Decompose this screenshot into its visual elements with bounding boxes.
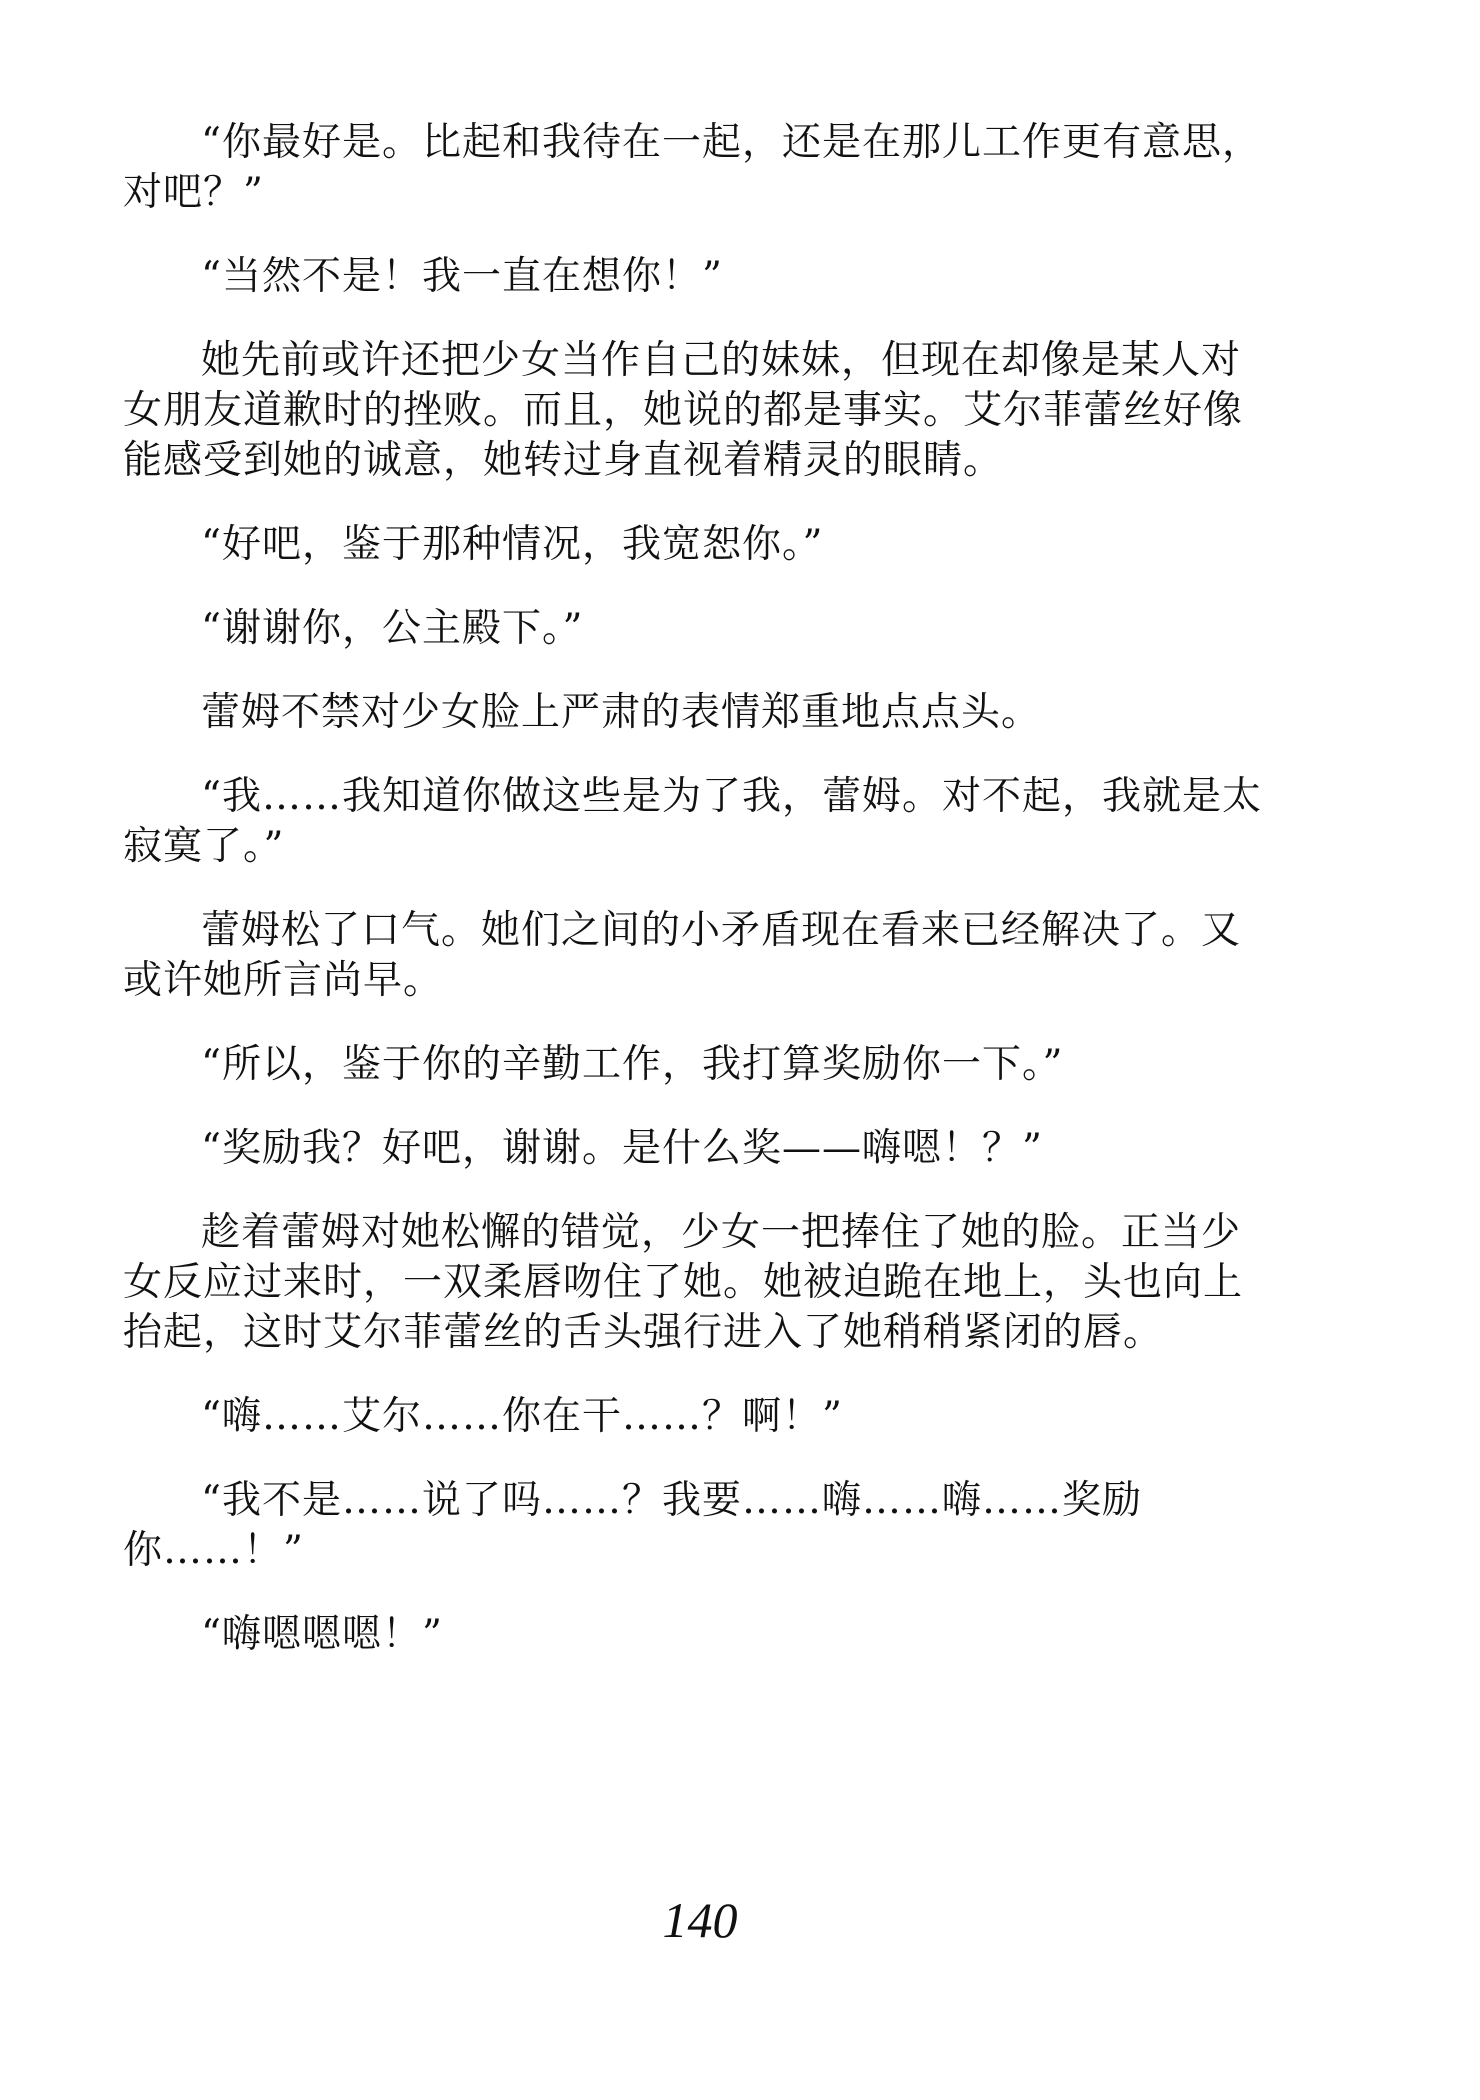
paragraph: 趁着蕾姆对她松懈的错觉，少女一把捧住了她的脸。正当少女反应过来时，一双柔唇吻住了她。她被迫跪在地上，头也向上抬起，这时艾尔菲蕾丝的舌头强行进入了她稍稍紧闭的唇。 <box>123 1210 1244 1355</box>
paragraph: 蕾姆松了口气。她们之间的小矛盾现在看来已经解决了。又或许她所言尚早。 <box>123 908 1242 1003</box>
paragraph: “嗨……艾尔……你在干……？啊！” <box>201 1394 843 1439</box>
paragraph: “我不是……说了吗……？我要……嗨……嗨……奖励你……！” <box>123 1478 1142 1573</box>
page-number: 140 <box>662 1892 738 1948</box>
paragraph: 她先前或许还把少女当作自己的妹妹，但现在却像是某人对女朋友道歉时的挫败。而且，她说的都是事实。艾尔菲蕾丝好像能感受到她的诚意，她转过身直视着精灵的眼睛。 <box>123 338 1244 483</box>
paragraph: “好吧，鉴于那种情况，我宽恕你。” <box>201 522 824 567</box>
paragraph: “谢谢你，公主殿下。” <box>201 606 584 651</box>
paragraph: “当然不是！我一直在想你！” <box>201 254 723 299</box>
paragraph: “我……我知道你做这些是为了我，蕾姆。对不起，我就是太寂寞了。” <box>123 774 1262 869</box>
paragraph: “奖励我？好吧，谢谢。是什么奖——嗨嗯！？” <box>201 1126 1043 1171</box>
paragraph: “所以，鉴于你的辛勤工作，我打算奖励你一下。” <box>201 1042 1064 1087</box>
paragraph: “你最好是。比起和我待在一起，还是在那儿工作更有意思，对吧？” <box>123 120 1262 215</box>
body-text <box>123 118 1273 1694</box>
paragraph: “嗨嗯嗯嗯！” <box>201 1612 443 1657</box>
paragraph: 蕾姆不禁对少女脸上严肃的表情郑重地点点头。 <box>201 690 1042 735</box>
